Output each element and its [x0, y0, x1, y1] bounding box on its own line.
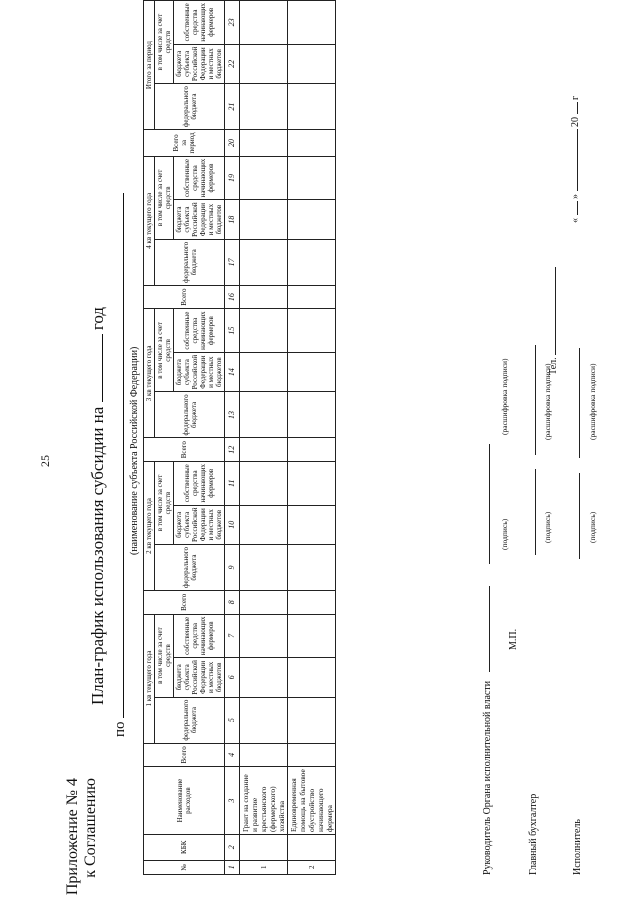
header-q3-total: Всего	[144, 438, 225, 462]
data-cell[interactable]	[240, 505, 288, 545]
data-cell[interactable]	[288, 352, 336, 392]
head-sign-blank[interactable]	[489, 586, 490, 672]
col-num: 20	[225, 130, 240, 157]
header-q4-incl: в том числе за счет средств	[155, 156, 174, 239]
data-cell[interactable]	[240, 285, 288, 309]
executor-signature-line	[572, 348, 583, 875]
appendix-line-1: Приложение № 4	[64, 778, 81, 896]
data-cell[interactable]	[240, 200, 288, 240]
phone-label: Тел.	[548, 357, 559, 375]
data-cell[interactable]	[240, 309, 288, 353]
data-cell[interactable]	[240, 1, 288, 45]
data-cell[interactable]	[240, 591, 288, 615]
row-number: 2	[288, 860, 336, 874]
data-cell[interactable]	[240, 392, 288, 438]
header-q4-reg: бюджета субъекта Российской Федерации и местных бюджетов	[174, 200, 225, 240]
subject-blank[interactable]	[111, 193, 124, 718]
header-q3-own: собственные средства начинающих фермеров	[174, 309, 225, 353]
col-num: 11	[225, 461, 240, 505]
subject-line	[111, 177, 129, 737]
data-cell[interactable]	[288, 84, 336, 130]
col-num: 8	[225, 591, 240, 615]
col-num: 2	[225, 835, 240, 861]
header-period-fed: федерального бюджета	[155, 84, 225, 130]
executor-label: Исполнитель	[572, 819, 583, 875]
head-sign-caption: (подпись)	[500, 518, 509, 550]
col-num: 12	[225, 438, 240, 462]
data-cell[interactable]	[240, 130, 288, 157]
header-q4-total: Всего	[144, 285, 225, 309]
date-close: »	[570, 194, 581, 199]
col-num: 22	[225, 44, 240, 84]
head-signature-line	[482, 444, 493, 875]
col-num: 13	[225, 392, 240, 438]
data-cell[interactable]	[288, 438, 336, 462]
col-num: 14	[225, 352, 240, 392]
col-num: 16	[225, 285, 240, 309]
row-name: Единовременная помощь на бытовое обустройство начинающего фермера	[288, 767, 336, 835]
data-cell[interactable]	[288, 697, 336, 743]
data-cell[interactable]	[240, 84, 288, 130]
header-row-1	[144, 1, 155, 875]
data-cell[interactable]	[240, 44, 288, 84]
data-cell[interactable]	[288, 505, 336, 545]
header-q4-own: собственные средства начинающих фермеров	[174, 156, 225, 200]
accountant-sign-blank[interactable]	[535, 469, 536, 555]
data-cell[interactable]	[288, 239, 336, 285]
header-q4-fed: федерального бюджета	[155, 239, 225, 285]
row-number: 1	[240, 860, 288, 874]
header-period-own: собственные средства начинающих фермеров	[174, 1, 225, 45]
data-cell[interactable]	[240, 743, 288, 767]
col-num: 18	[225, 200, 240, 240]
col-num: 10	[225, 505, 240, 545]
col-num: 4	[225, 743, 240, 767]
row-kbk-cell[interactable]	[288, 835, 336, 861]
header-q1-reg: бюджета субъекта Российской Федерации и местных бюджетов	[174, 658, 225, 698]
title-suffix: год	[88, 306, 107, 331]
accountant-signature-line	[528, 345, 539, 875]
col-num: 6	[225, 658, 240, 698]
data-cell[interactable]	[288, 614, 336, 658]
data-cell[interactable]	[240, 156, 288, 200]
date-open: «	[570, 218, 581, 223]
data-cell[interactable]	[288, 658, 336, 698]
data-cell[interactable]	[288, 130, 336, 157]
col-num: 7	[225, 614, 240, 658]
executor-decode-caption: (расшифровка подписи)	[588, 363, 597, 440]
head-decode-caption: (расшифровка подписи)	[500, 358, 509, 435]
header-period-total: Всего за период	[144, 130, 225, 157]
phone-blank[interactable]	[555, 267, 556, 355]
head-decode-blank[interactable]	[489, 444, 490, 564]
plan-table	[143, 0, 336, 875]
header-period: Итого за период	[144, 1, 155, 130]
phone-field	[548, 267, 559, 375]
header-period-incl: в том числе за счет средств	[155, 1, 174, 84]
date-year-blank[interactable]	[577, 103, 578, 115]
data-cell[interactable]	[240, 658, 288, 698]
appendix-line-2: к Соглашению	[82, 778, 99, 878]
date-field	[570, 96, 581, 223]
appendix-header	[64, 778, 100, 898]
head-label: Руководитель Органа исполнительной власти	[482, 680, 493, 875]
data-cell[interactable]	[288, 44, 336, 84]
header-q1-own: собственные средства начинающих фермеров	[174, 614, 225, 658]
col-num: 1	[225, 860, 240, 874]
header-q3-fed: федерального бюджета	[155, 392, 225, 438]
header-total: Всего	[144, 743, 225, 767]
accountant-decode-blank[interactable]	[535, 345, 536, 455]
header-q3-reg: бюджета субъекта Российской Федерации и местных бюджетов	[174, 352, 225, 392]
executor-sign-blank[interactable]	[579, 473, 580, 559]
accountant-label: Главный бухгалтер	[528, 793, 539, 875]
executor-sign-caption: (подпись)	[588, 511, 597, 543]
col-num: 9	[225, 545, 240, 591]
date-year-suffix: г	[570, 95, 581, 100]
subject-prefix: по	[112, 721, 128, 737]
data-cell[interactable]	[288, 156, 336, 200]
data-cell[interactable]	[288, 285, 336, 309]
col-num: 5	[225, 697, 240, 743]
header-q2: 2 кв текущего года	[144, 461, 155, 590]
title-prefix: План-график использования субсидии на	[88, 406, 107, 705]
header-name: Наименование расходов	[144, 767, 225, 835]
header-kbk: КБК	[144, 835, 225, 861]
col-num: 19	[225, 156, 240, 200]
accountant-sign-caption: (подпись)	[543, 511, 552, 543]
accountant-decode-caption: (расшифровка подписи)	[543, 363, 552, 440]
mp-label: М.П.	[508, 628, 519, 650]
table-row	[240, 1, 288, 875]
header-q1-fed: федерального бюджета	[155, 697, 225, 743]
header-q2-own: собственные средства начинающих фермеров	[174, 461, 225, 505]
data-cell[interactable]	[240, 697, 288, 743]
header-period-reg: бюджета субъекта Российской Федерации и местных бюджетов	[174, 44, 225, 84]
header-q1-incl: в том числе за счет средств	[155, 614, 174, 697]
header-q2-total: Всего	[144, 591, 225, 615]
data-cell[interactable]	[288, 545, 336, 591]
data-cell[interactable]	[240, 614, 288, 658]
subject-caption: (наименование субъекта Российской Федерации)	[129, 346, 140, 555]
col-num: 17	[225, 239, 240, 285]
data-cell[interactable]	[288, 392, 336, 438]
header-q4: 4 кв текущего года	[144, 156, 155, 285]
date-day-blank[interactable]	[577, 202, 578, 216]
header-q3: 3 кв текущего года	[144, 309, 155, 438]
table-row	[288, 1, 336, 875]
page-number: 25	[38, 455, 52, 467]
header-no: №	[144, 860, 225, 874]
data-cell[interactable]	[288, 200, 336, 240]
date-year: 20	[570, 117, 581, 127]
date-month-blank[interactable]	[577, 130, 578, 192]
header-q3-incl: в том числе за счет средств	[155, 309, 174, 392]
col-num: 21	[225, 84, 240, 130]
data-cell[interactable]	[288, 591, 336, 615]
data-cell[interactable]	[240, 352, 288, 392]
col-num: 15	[225, 309, 240, 353]
data-cell[interactable]	[288, 461, 336, 505]
data-cell[interactable]	[240, 438, 288, 462]
data-cell[interactable]	[288, 1, 336, 45]
col-num: 3	[225, 767, 240, 835]
row-name: Грант на создание и развитие крестьянского (фермерского) хозяйства	[240, 767, 288, 835]
header-q2-incl: в том числе за счет средств	[155, 461, 174, 544]
executor-decode-blank[interactable]	[579, 348, 580, 458]
header-q2-reg: бюджета субъекта Российской Федерации и местных бюджетов	[174, 505, 225, 545]
header-q1: 1 кв текущего года	[144, 614, 155, 743]
row-kbk-cell[interactable]	[240, 835, 288, 861]
col-num: 23	[225, 1, 240, 45]
data-cell[interactable]	[240, 239, 288, 285]
title-year-blank[interactable]	[90, 334, 103, 402]
data-cell[interactable]	[240, 545, 288, 591]
data-cell[interactable]	[288, 309, 336, 353]
data-cell[interactable]	[288, 743, 336, 767]
data-cell[interactable]	[240, 461, 288, 505]
column-number-row	[225, 1, 240, 875]
document-title	[88, 65, 108, 705]
header-q2-fed: федерального бюджета	[155, 545, 225, 591]
